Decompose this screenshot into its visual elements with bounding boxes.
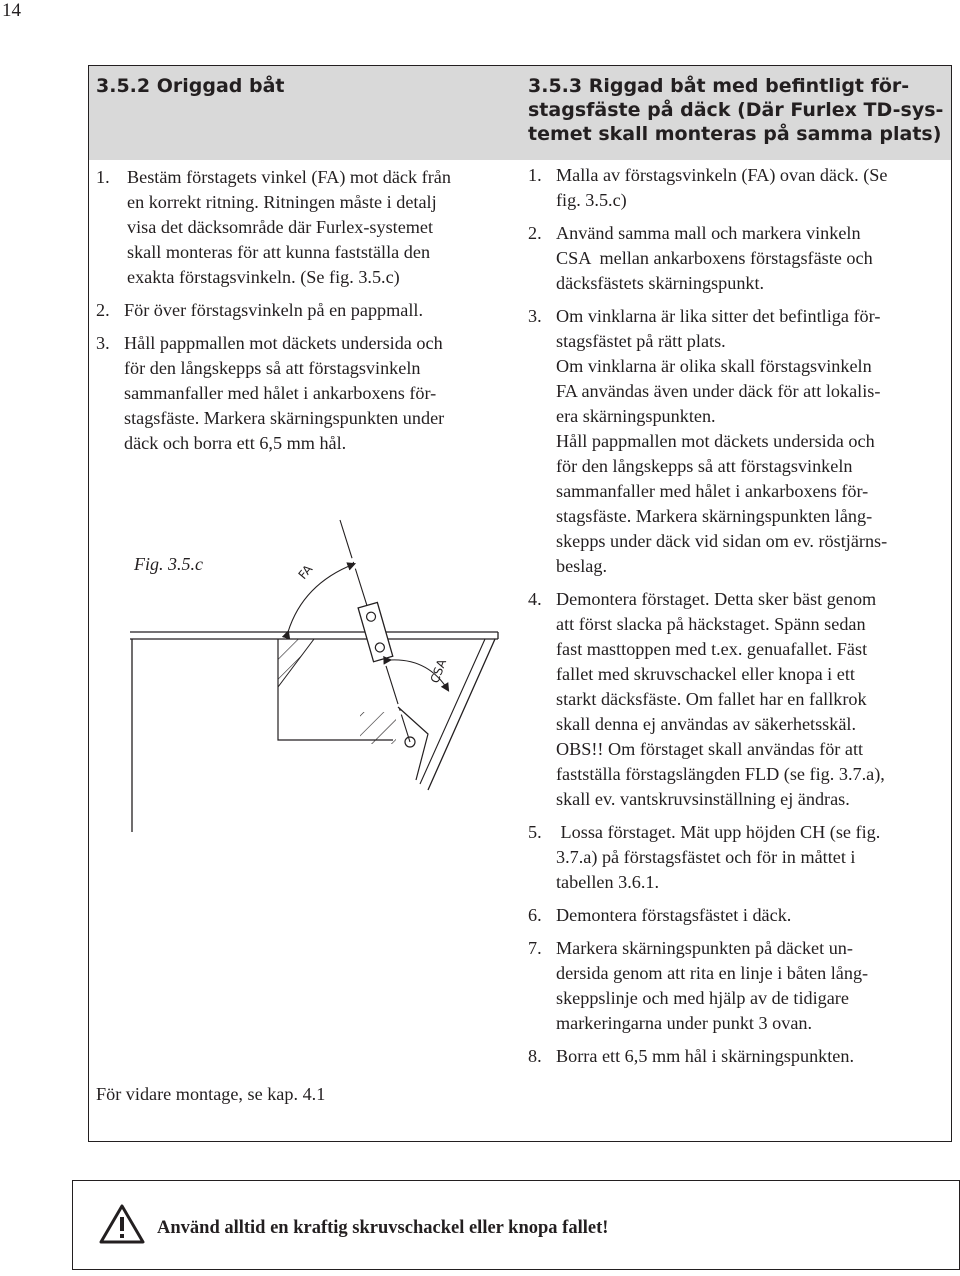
text-line: FA användas även under däck för att lokalis- xyxy=(556,381,881,401)
text-line: starkt däcksfäste. Om fallet har en fallkrok xyxy=(556,689,867,709)
text-line: fastställa förstagslängden FLD (se fig. 3.7.a), xyxy=(556,764,885,784)
item-text xyxy=(124,298,508,323)
item-text xyxy=(556,304,948,579)
right-column xyxy=(528,163,948,1069)
text-line: För över förstagsvinkeln på en pappmall. xyxy=(124,300,424,320)
text-line: stagsfäste. Markera skärningspunkten lång- xyxy=(556,506,873,526)
item-number: 4. xyxy=(528,589,542,609)
item-text xyxy=(556,903,948,928)
fa-label: FA xyxy=(295,562,316,582)
figure-caption: Fig. 3.5.c xyxy=(134,554,203,574)
text-line: markeringarna under punkt 3 ovan. xyxy=(556,1013,813,1033)
text-line: exakta förstagsvinkeln. (Se fig. 3.5.c) xyxy=(127,267,400,287)
right-heading-line: stagsfäste på däck (Där Furlex TD-sys- xyxy=(528,99,944,121)
csa-label: CSA xyxy=(427,657,450,686)
item-number: 8. xyxy=(528,1046,542,1066)
left-heading: 3.5.2 Origgad båt xyxy=(96,75,285,97)
text-line: Markera skärningspunkten på däcket un- xyxy=(556,938,853,958)
text-line: Bestäm förstagets vinkel (FA) mot däck från xyxy=(127,167,451,187)
item-text xyxy=(556,587,948,812)
right-list-item xyxy=(528,163,948,213)
text-line: Om vinklarna är olika skall förstagsvinkeln xyxy=(556,356,872,376)
right-list-item xyxy=(528,936,948,1036)
left-list-item xyxy=(96,298,508,323)
hatched-block xyxy=(278,639,314,687)
text-line: dersida genom att rita en linje i båten lång- xyxy=(556,963,869,983)
text-line: Borra ett 6,5 mm hål i skärningspunkten. xyxy=(556,1046,855,1066)
text-line: däcksfästets skärningspunkt. xyxy=(556,273,765,293)
text-line: Använd samma mall och markera vinkeln xyxy=(556,223,861,243)
hull-inner xyxy=(420,639,485,784)
text-line: sammanfaller med hålet i ankarboxens för- xyxy=(556,481,869,501)
text-line: stagsfäste. Markera skärningspunkten under xyxy=(124,408,445,428)
text-line: skall denna ej användas av säkerhetsskäl. xyxy=(556,714,856,734)
item-number: 1. xyxy=(96,167,110,187)
text-line: fig. 3.5.c) xyxy=(556,190,627,210)
left-list-item xyxy=(96,165,508,290)
text-line: Håll pappmallen mot däckets undersida och xyxy=(556,431,875,451)
text-line: en korrekt ritning. Ritningen måste i detalj xyxy=(127,192,437,212)
text-line: skeppslinje och med hjälp av de tidigare xyxy=(556,988,849,1008)
text-line: sammanfaller med hålet i ankarboxens för- xyxy=(124,383,437,403)
item-number: 7. xyxy=(528,938,542,958)
item-number: 2. xyxy=(528,223,542,243)
item-text xyxy=(556,820,948,895)
text-line: stagsfästet på rätt plats. xyxy=(556,331,726,351)
text-line: skepps under däck vid sidan om ev. röstjärns- xyxy=(556,531,888,551)
text-line: Demontera förstaget. Detta sker bäst genom xyxy=(556,589,877,609)
text-line: era skärningspunkten. xyxy=(556,406,716,426)
text-line: Håll pappmallen mot däckets undersida och xyxy=(124,333,443,353)
text-line: för den långskepps så att förstagsvinkeln xyxy=(124,358,421,378)
text-line: Om vinklarna är lika sitter det befintliga för- xyxy=(556,306,881,326)
item-number: 1. xyxy=(528,165,542,185)
text-line: beslag. xyxy=(556,556,608,576)
text-line: Demontera förstagsfästet i däck. xyxy=(556,905,792,925)
text-line: fast masttoppen med t.ex. genuafallet. Fäst xyxy=(556,639,868,659)
text-line: Malla av förstagsvinkeln (FA) ovan däck. (Se xyxy=(556,165,888,185)
item-number: 2. xyxy=(96,300,110,320)
item-text xyxy=(556,936,948,1036)
item-text xyxy=(127,165,508,290)
right-list-item xyxy=(528,820,948,895)
right-list-item xyxy=(528,221,948,296)
warning-triangle-icon xyxy=(99,1204,145,1244)
item-text xyxy=(124,331,508,456)
page-number: 14 xyxy=(2,0,21,21)
item-number: 5. xyxy=(528,822,542,842)
text-line: CSA mellan ankarboxens förstagsfäste och xyxy=(556,248,873,268)
item-number: 6. xyxy=(528,905,542,925)
right-heading xyxy=(528,74,948,146)
text-line: skall monteras för att kunna fastställa den xyxy=(127,242,431,262)
right-heading-line: 3.5.3 Riggad båt med befintligt för- xyxy=(528,75,910,97)
figure-3-5-c xyxy=(128,512,508,832)
text-line: visa det däcksområde där Furlex-systemet xyxy=(127,217,434,237)
text-line: tabellen 3.6.1. xyxy=(556,872,660,892)
text-line: 3.7.a) på förstagsfästet och för in måttet i xyxy=(556,847,856,867)
footnote: För vidare montage, se kap. 4.1 xyxy=(96,1084,326,1104)
text-line: skall ev. vantskruvsinställning ej ändras. xyxy=(556,789,850,809)
item-text xyxy=(556,1044,948,1069)
item-text xyxy=(556,221,948,296)
text-line: Lossa förstaget. Mät upp höjden CH (se fig. xyxy=(556,822,881,842)
hatched-wedge xyxy=(360,712,396,744)
text-line: fallet med skruvschackel eller knopa i ett xyxy=(556,664,855,684)
text-line: att först slacka på häckstaget. Spänn sedan xyxy=(556,614,866,634)
right-heading-line: temet skall monteras på samma plats) xyxy=(528,123,942,145)
text-line: däck och borra ett 6,5 mm hål. xyxy=(124,433,347,453)
item-text xyxy=(556,163,948,213)
right-list-item xyxy=(528,304,948,579)
item-number: 3. xyxy=(528,306,542,326)
warning-text: Använd alltid en kraftig skruvschackel eller knopa fallet! xyxy=(157,1218,609,1238)
right-list-item xyxy=(528,587,948,812)
left-list-item xyxy=(96,331,508,456)
text-line: OBS!! Om förstaget skall användas för att xyxy=(556,739,864,759)
text-line: för den långskepps så att förstagsvinkeln xyxy=(556,456,853,476)
left-column xyxy=(96,163,508,456)
item-number: 3. xyxy=(96,333,110,353)
right-list-item xyxy=(528,903,948,928)
right-list-item xyxy=(528,1044,948,1069)
